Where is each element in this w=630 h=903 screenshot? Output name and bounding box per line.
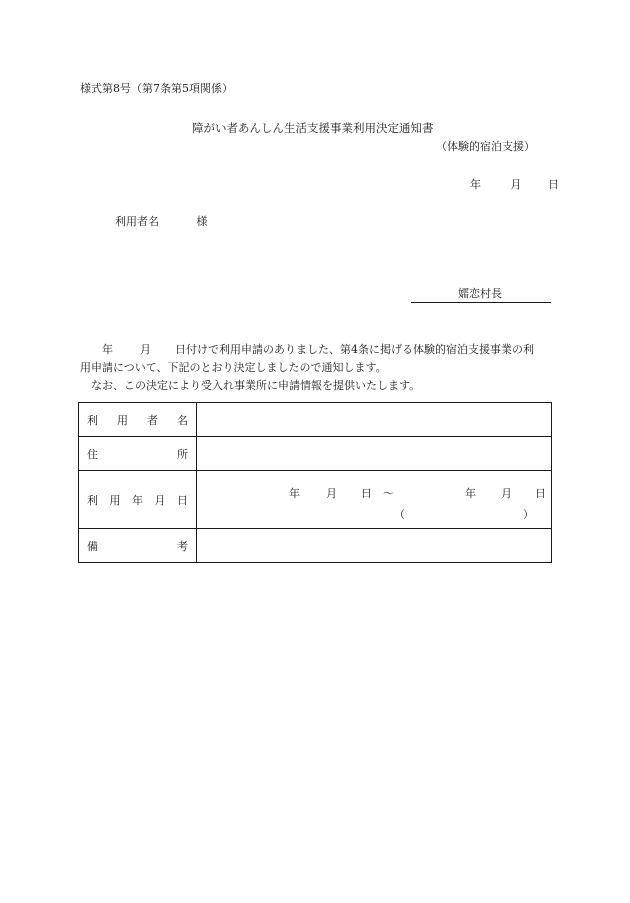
label-remarks bbox=[79, 529, 197, 563]
value-user-name[interactable] bbox=[197, 403, 552, 437]
value-address[interactable] bbox=[197, 437, 552, 471]
label-char: 利 bbox=[87, 413, 98, 427]
period-end-month: 月 bbox=[501, 487, 512, 500]
label-user-name bbox=[79, 403, 197, 437]
label-char: 年 bbox=[132, 493, 143, 507]
form-number: 様式第8号（第7条第5項関係） bbox=[80, 82, 233, 95]
decision-table bbox=[78, 402, 552, 563]
body-line-1-text: 日付けで利用申請のありました、第4条に掲げる体験的宿泊支援事業の利 bbox=[175, 343, 534, 356]
value-remarks[interactable] bbox=[197, 529, 552, 563]
label-char: 考 bbox=[177, 539, 188, 553]
period-start-month: 月 bbox=[326, 487, 337, 500]
document-title: 障がい者あんしん生活支援事業利用決定通知書 bbox=[192, 121, 434, 135]
issue-date bbox=[470, 176, 559, 192]
body-year: 年 bbox=[102, 343, 113, 356]
body-line-3: なお、この決定により受入れ事業所に申請情報を提供いたします。 bbox=[91, 379, 421, 392]
label-char: 用 bbox=[109, 493, 121, 507]
label-char: 所 bbox=[177, 447, 188, 461]
period-end-day: 日 bbox=[535, 487, 546, 500]
value-usage-period[interactable] bbox=[197, 471, 552, 529]
label-usage-date bbox=[79, 471, 197, 529]
label-address bbox=[79, 437, 197, 471]
date-month-label: 月 bbox=[510, 178, 522, 191]
period-paren-close: ） bbox=[523, 508, 534, 521]
period-paren-open: （ bbox=[394, 508, 405, 521]
issuer-name: 嬬恋村長 bbox=[458, 287, 502, 300]
period-start-year: 年 bbox=[289, 487, 300, 500]
table-row-usage-date bbox=[79, 471, 552, 529]
label-char: 利 bbox=[87, 493, 98, 507]
table-row-address bbox=[79, 437, 552, 471]
table-row-user-name bbox=[79, 403, 552, 437]
label-char: 月 bbox=[154, 493, 166, 507]
label-char: 名 bbox=[177, 413, 188, 427]
recipient-line bbox=[115, 213, 208, 229]
notice-body bbox=[80, 341, 552, 395]
label-char: 日 bbox=[177, 493, 188, 507]
label-char: 備 bbox=[87, 539, 98, 553]
period-tilde: ～ bbox=[383, 487, 394, 500]
period-start-day: 日 bbox=[361, 487, 372, 500]
issuer-line bbox=[411, 285, 551, 303]
document-subtitle: （体験的宿泊支援） bbox=[436, 140, 535, 153]
date-year-label: 年 bbox=[470, 178, 481, 191]
label-char: 住 bbox=[87, 447, 98, 461]
date-day-label: 日 bbox=[548, 178, 559, 191]
recipient-honorific: 様 bbox=[196, 215, 208, 228]
table-row-remarks bbox=[79, 529, 552, 563]
label-char: 者 bbox=[147, 413, 158, 427]
label-char: 用 bbox=[117, 413, 128, 427]
period-end-year: 年 bbox=[465, 487, 476, 500]
body-line-1 bbox=[80, 341, 552, 359]
body-line-2: 用申請について、下記のとおり決定しましたので通知します。 bbox=[80, 361, 387, 374]
body-month: 月 bbox=[140, 343, 151, 356]
recipient-label: 利用者名 bbox=[115, 215, 159, 228]
